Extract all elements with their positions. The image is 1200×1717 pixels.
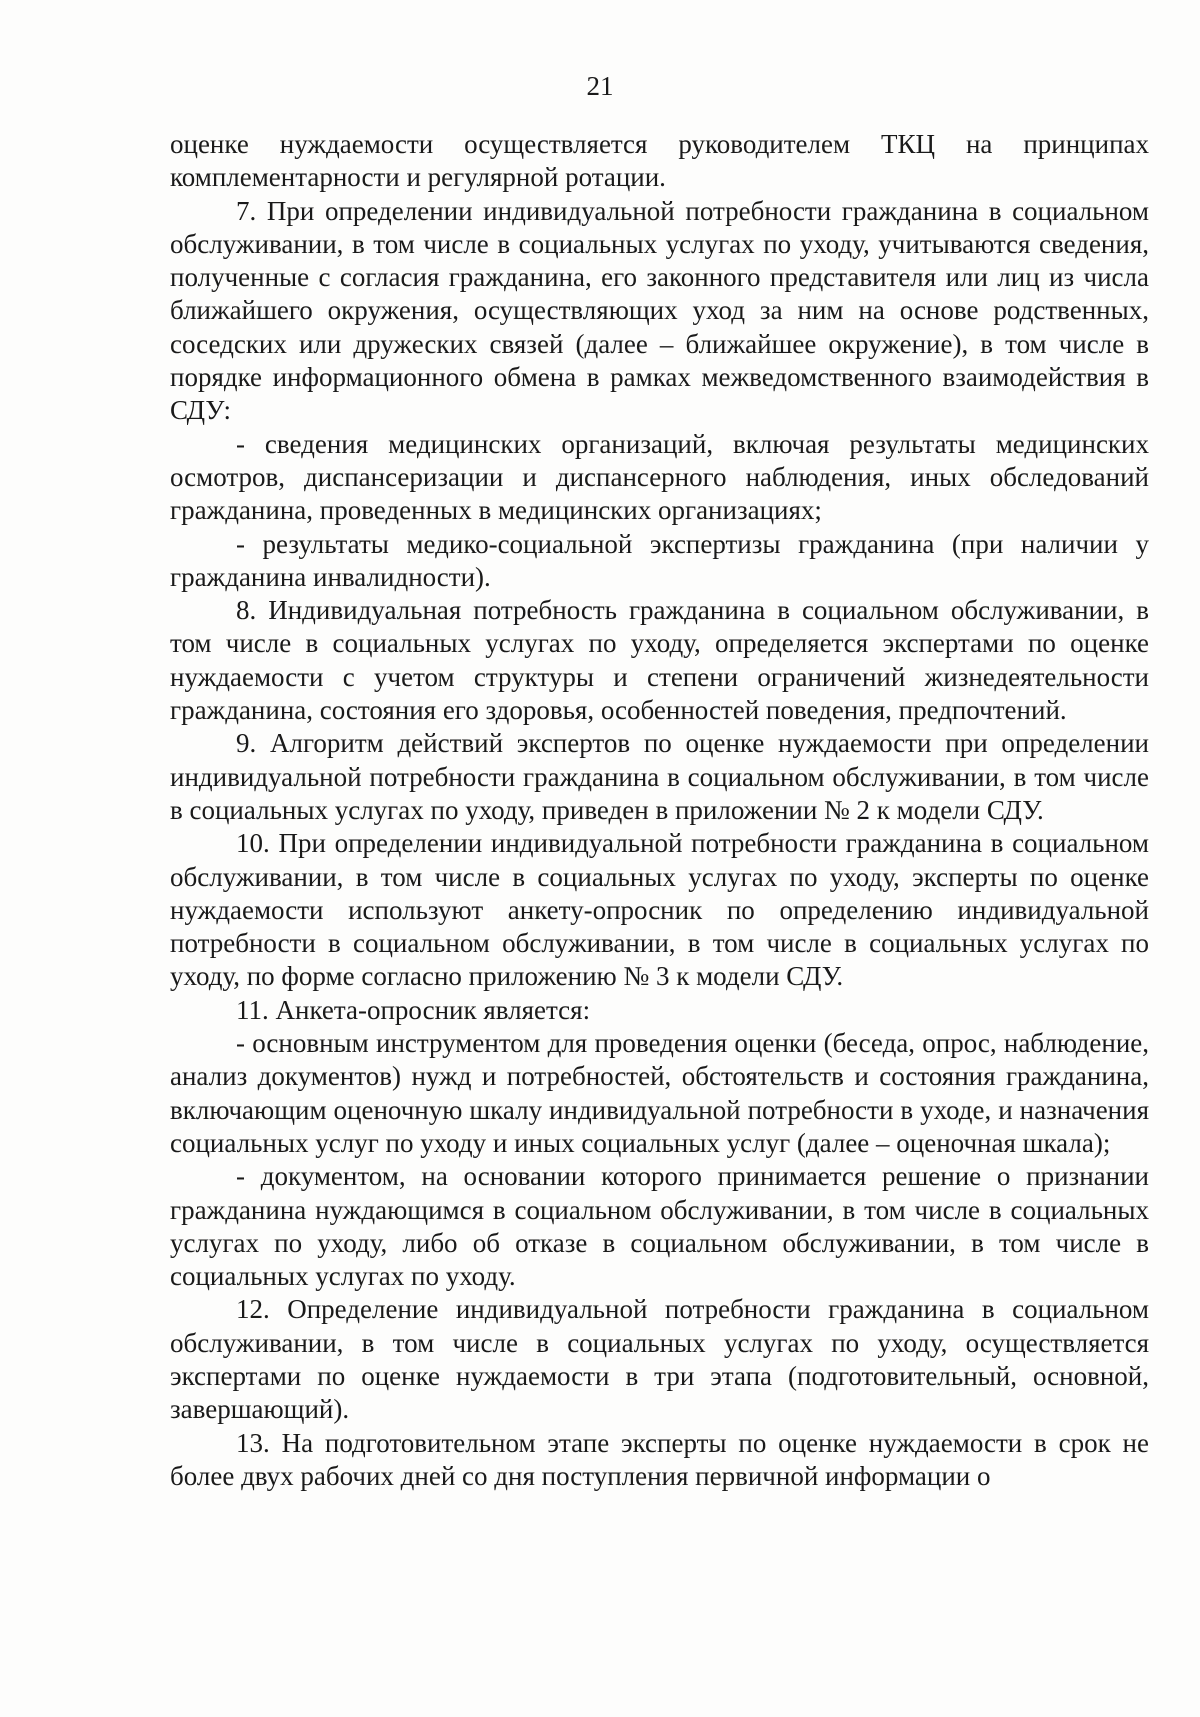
paragraph-13: 13. На подготовительном этапе эксперты по оценке нуждаемости в срок не более двух рабочих дней со дня поступления первичной информации о <box>170 1427 1149 1491</box>
paragraph-continuation: оценке нуждаемости осуществляется руководителем ТКЦ на принципах комплементарности и регулярной ротации. <box>170 129 1149 193</box>
document-body <box>170 128 1149 1493</box>
paragraph-7-item-expertise: - результаты медико-социальной экспертизы гражданина (при наличии у гражданина инвалидности). <box>170 528 1149 592</box>
page-number: 21 <box>586 71 614 101</box>
paragraph-11-item-tool: - основным инструментом для проведения оценки (беседа, опрос, наблюдение, анализ документов) нужд и потребностей, обстоятельств и состояния гражданина, включающим оценочную шкалу индивидуальной потребности в уходе, и назначения социальных услуг по уходу и иных социальных услуг (далее – оценочная шкала); <box>170 1028 1149 1158</box>
paragraph-11-item-document: - документом, на основании которого принимается решение о признании гражданина нуждающимся в социальном обслуживании, в том числе в социальных услугах по уходу, либо об отказе в социальном обслуживании, в том числе в социальных услугах по уходу. <box>170 1161 1149 1292</box>
paragraph-8: 8. Индивидуальная потребность гражданина в социальном обслуживании, в том числе в социальных услугах по уходу, определяется экспертами по оценке нуждаемости с учетом структуры и степени ограничений жизнедеятельности гражданина, состояния его здоровья, особенностей поведения, предпочтений. <box>170 595 1149 726</box>
paragraph-9: 9. Алгоритм действий экспертов по оценке нуждаемости при определении индивидуальной потребности гражданина в социальном обслуживании, в том числе в социальных услугах по уходу, приведен в приложении № 2 к модели СДУ. <box>170 728 1149 825</box>
paragraph-7-item-medical: - сведения медицинских организаций, включая результаты медицинских осмотров, диспансеризации и диспансерного наблюдения, иных обследований гражданина, проведенных в медицинских организациях; <box>170 428 1149 526</box>
paragraph-7: 7. При определении индивидуальной потребности гражданина в социальном обслуживании, в том числе в социальных услугах по уходу, учитываются сведения, полученные с согласия гражданина, его законного представителя или лиц из числа ближайшего окружения, осуществляющих уход за ним на основе родственных, соседских или дружеских связей (далее – ближайшее окружение), в том числе в порядке информационного обмена в рамках межведомственного взаимодействия в СДУ: <box>170 195 1149 426</box>
paragraph-11: 11. Анкета-опросник является: <box>236 994 591 1025</box>
paragraph-10: 10. При определении индивидуальной потребности гражданина в социальном обслуживании, в том числе в социальных услугах по уходу, эксперты по оценке нуждаемости используют анкету-опросник по определению индивидуальной потребности в социальном обслуживании, в том числе в социальных услугах по уходу, по форме согласно приложению № 3 к модели СДУ. <box>170 828 1149 992</box>
paragraph-12: 12. Определение индивидуальной потребности гражданина в социальном обслуживании, в том числе в социальных услугах по уходу, осуществляется экспертами по оценке нуждаемости в три этапа (подготовительный, основной, завершающий). <box>170 1294 1149 1425</box>
